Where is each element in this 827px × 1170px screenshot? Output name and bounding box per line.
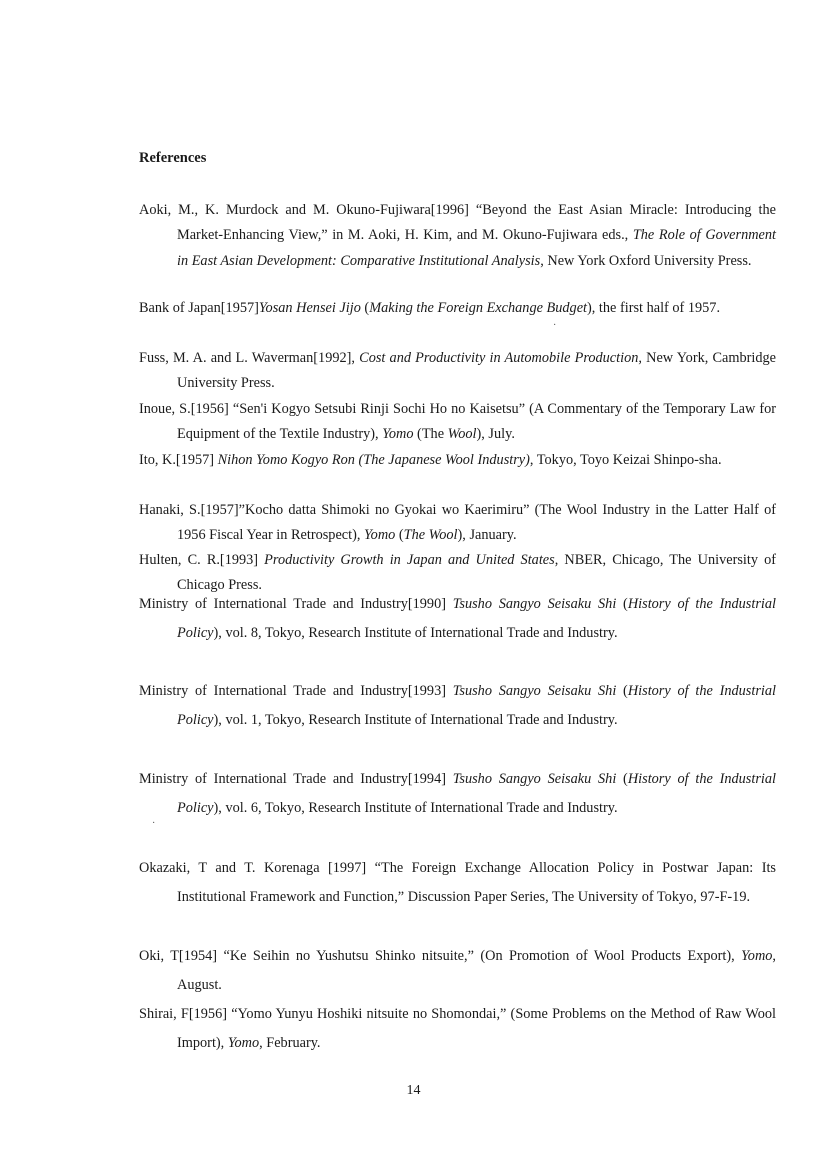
reference-italic-text: Yomo <box>741 948 773 964</box>
reference-hanaki-1957 <box>139 498 776 549</box>
reference-text: Aoki, M., K. Murdock and M. Okuno-Fujiwara[1996] “Beyond the East Asian Miracle: Introducing the Market-Enhancing View,” in M. Aoki, H. Kim, and M. Okuno-Fujiwara eds., <box>139 202 776 244</box>
reference-italic-text: Yomo <box>382 426 414 443</box>
reference-bank-of-japan-1957 <box>139 296 776 321</box>
scan-speck: · <box>152 818 156 829</box>
reference-italic-text: Productivity Growth in Japan and United States <box>264 552 555 568</box>
reference-ito-1957 <box>139 448 776 473</box>
reference-text: Oki, T[1954] “Ke Seihin no Yushutsu Shinko nitsuite,” (On Promotion of Wool Products Export), <box>139 948 742 964</box>
reference-oki-1954 <box>139 942 776 1000</box>
reference-text: (The <box>413 426 448 443</box>
reference-text: Hanaki, S.[1957]”Kocho datta Shimoki no Gyokai wo Kaerimiru” (The Wool Industry in the Latter Half of 1956 Fiscal Year in Retrospect), <box>139 502 776 544</box>
references-heading: References <box>139 150 207 166</box>
reference-text: ( <box>360 300 370 316</box>
reference-miti-1990 <box>139 590 776 648</box>
reference-shirai-1956 <box>139 1000 776 1058</box>
reference-italic-text: The Wool <box>403 527 458 544</box>
page-number: 14 <box>406 1083 421 1098</box>
reference-text: Ministry of International Trade and Industry[1990] <box>139 596 453 612</box>
reference-text: Fuss, M. A. and L. Waverman[1992], <box>139 350 360 366</box>
reference-text: Okazaki, T and T. Korenaga [1997] “The Foreign Exchange Allocation Policy in Postwar Japan: Its Institutional Framework and Function,” Discussion Paper Series, The University of Tokyo, 97-F-19. <box>139 860 776 905</box>
reference-text: Inoue, S.[1956] “Sen'i Kogyo Setsubi Rinji Sochi Ho no Kaisetsu” (A Commentary of the Temporary Law for Equipment of the Textile Industry), <box>139 401 776 443</box>
reference-text: ), January. <box>457 527 517 544</box>
reference-fuss-1992 <box>139 346 776 397</box>
reference-text: ), vol. 6, Tokyo, Research Institute of International Trade and Industry. <box>213 800 618 816</box>
reference-text: ( <box>616 771 628 787</box>
reference-italic-text: Wool <box>447 426 477 443</box>
reference-italic-text: Tsusho Sangyo Seisaku Shi <box>452 683 617 699</box>
reference-italic-text: Making the Foreign Exchange Budget <box>369 300 588 316</box>
reference-italic-text: Yomo <box>227 1035 260 1051</box>
reference-text: , Tokyo, Toyo Keizai Shinpo-sha. <box>529 452 722 468</box>
reference-italic-text: Cost and Productivity in Automobile Production, <box>359 350 642 366</box>
reference-text: ), vol. 8, Tokyo, Research Institute of International Trade and Industry. <box>213 625 618 641</box>
reference-text: Ministry of International Trade and Industry[1993] <box>139 683 453 699</box>
reference-miti-1993 <box>139 677 776 735</box>
reference-italic-text: History of the Industrial Policy <box>177 683 776 728</box>
reference-text: New York, Cambridge University Press. <box>177 350 776 392</box>
reference-text: ), vol. 1, Tokyo, Research Institute of International Trade and Industry. <box>213 712 618 728</box>
reference-italic-text: The Role of Government in East Asian Development: Comparative Institutional Analysis <box>177 227 777 269</box>
reference-text: ), July. <box>476 426 515 443</box>
reference-italic-text: History of the Industrial Policy <box>177 771 776 816</box>
reference-inoue-1956 <box>139 397 776 448</box>
reference-aoki-1996 <box>139 198 776 274</box>
reference-text: ( <box>395 527 404 544</box>
reference-text: , New York Oxford University Press. <box>540 252 752 269</box>
scan-speck: · <box>553 320 557 331</box>
reference-text: ), the first half of 1957. <box>587 300 721 316</box>
reference-text: Shirai, F[1956] “Yomo Yunyu Hoshiki nitsuite no Shomondai,” (Some Problems on the Method of Raw Wool Import), <box>139 1006 776 1051</box>
reference-text: , NBER, Chicago, The University of Chicago Press. <box>177 552 777 594</box>
reference-text: , August. <box>177 948 776 993</box>
reference-text: ( <box>616 596 628 612</box>
reference-italic-text: Yomo <box>364 527 396 544</box>
reference-text: Bank of Japan[1957] <box>139 300 259 316</box>
reference-miti-1994 <box>139 765 776 823</box>
reference-text: Hulten, C. R.[1993] <box>139 552 265 568</box>
reference-italic-text: Yosan Hensei Jijo <box>258 300 361 316</box>
reference-italic-text: History of the Industrial Policy <box>177 596 776 641</box>
reference-italic-text: Tsusho Sangyo Seisaku Shi <box>452 596 617 612</box>
reference-text: Ito, K.[1957] <box>139 452 218 468</box>
reference-text: ( <box>616 683 628 699</box>
reference-okazaki-1997 <box>139 854 776 912</box>
reference-text: Ministry of International Trade and Industry[1994] <box>139 771 453 787</box>
reference-italic-text: Nihon Yomo Kogyo Ron (The Japanese Wool Industry) <box>217 452 530 468</box>
reference-text: , February. <box>259 1035 321 1051</box>
reference-italic-text: Tsusho Sangyo Seisaku Shi <box>452 771 617 787</box>
